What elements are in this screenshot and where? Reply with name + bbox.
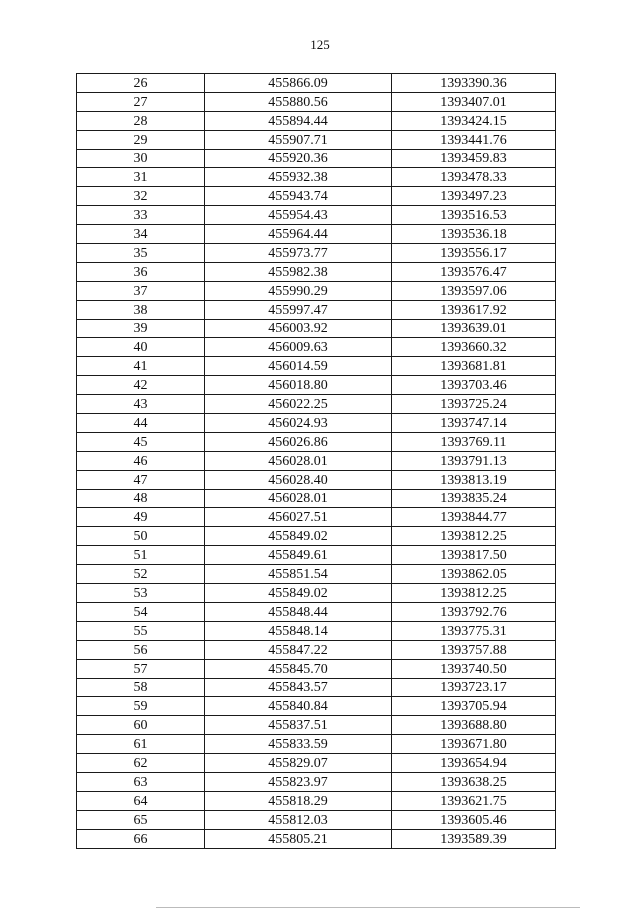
table-row [77,810,556,829]
table-row [77,621,556,640]
point-number-cell: 57 [77,659,205,678]
y-coordinate-cell: 1393407.01 [392,92,556,111]
x-coordinate-cell: 455812.03 [205,810,392,829]
point-number-cell: 27 [77,92,205,111]
table-row [77,300,556,319]
x-coordinate-cell: 455849.61 [205,546,392,565]
table-row [77,451,556,470]
table-row [77,395,556,414]
bottom-scan-line [156,907,580,908]
y-coordinate-cell: 1393817.50 [392,546,556,565]
table-row [77,546,556,565]
y-coordinate-cell: 1393791.13 [392,451,556,470]
y-coordinate-cell: 1393844.77 [392,508,556,527]
y-coordinate-cell: 1393792.76 [392,602,556,621]
y-coordinate-cell: 1393621.75 [392,791,556,810]
y-coordinate-cell: 1393812.25 [392,584,556,603]
y-coordinate-cell: 1393536.18 [392,225,556,244]
y-coordinate-cell: 1393638.25 [392,772,556,791]
y-coordinate-cell: 1393862.05 [392,565,556,584]
table-row [77,281,556,300]
x-coordinate-cell: 455851.54 [205,565,392,584]
x-coordinate-cell: 455845.70 [205,659,392,678]
table-row [77,754,556,773]
y-coordinate-cell: 1393757.88 [392,640,556,659]
table-row [77,92,556,111]
y-coordinate-cell: 1393725.24 [392,395,556,414]
x-coordinate-cell: 455843.57 [205,678,392,697]
x-coordinate-cell: 455833.59 [205,735,392,754]
x-coordinate-cell: 456028.01 [205,451,392,470]
table-row [77,432,556,451]
y-coordinate-cell: 1393459.83 [392,149,556,168]
x-coordinate-cell: 455805.21 [205,829,392,848]
x-coordinate-cell: 455997.47 [205,300,392,319]
y-coordinate-cell: 1393660.32 [392,338,556,357]
point-number-cell: 47 [77,470,205,489]
x-coordinate-cell: 455837.51 [205,716,392,735]
point-number-cell: 49 [77,508,205,527]
table-row [77,697,556,716]
point-number-cell: 52 [77,565,205,584]
point-number-cell: 54 [77,602,205,621]
x-coordinate-cell: 455973.77 [205,244,392,263]
point-number-cell: 46 [77,451,205,470]
page-number: 125 [310,37,330,52]
table-row [77,206,556,225]
x-coordinate-cell: 455990.29 [205,281,392,300]
table-row [77,74,556,93]
x-coordinate-cell: 455880.56 [205,92,392,111]
x-coordinate-cell: 455849.02 [205,527,392,546]
y-coordinate-cell: 1393769.11 [392,432,556,451]
table-row [77,130,556,149]
x-coordinate-cell: 455920.36 [205,149,392,168]
x-coordinate-cell: 455829.07 [205,754,392,773]
x-coordinate-cell: 456028.40 [205,470,392,489]
x-coordinate-cell: 456024.93 [205,414,392,433]
x-coordinate-cell: 455840.84 [205,697,392,716]
point-number-cell: 28 [77,111,205,130]
x-coordinate-cell: 455943.74 [205,187,392,206]
y-coordinate-cell: 1393703.46 [392,376,556,395]
y-coordinate-cell: 1393671.80 [392,735,556,754]
x-coordinate-cell: 456027.51 [205,508,392,527]
point-number-cell: 59 [77,697,205,716]
point-number-cell: 36 [77,262,205,281]
table-row [77,225,556,244]
y-coordinate-cell: 1393835.24 [392,489,556,508]
table-row [77,414,556,433]
x-coordinate-cell: 455848.44 [205,602,392,621]
table-row [77,111,556,130]
point-number-cell: 38 [77,300,205,319]
point-number-cell: 51 [77,546,205,565]
table-row [77,376,556,395]
point-number-cell: 41 [77,357,205,376]
point-number-cell: 45 [77,432,205,451]
table-row [77,829,556,848]
coordinates-table-body [77,74,556,849]
table-row [77,678,556,697]
table-row [77,149,556,168]
y-coordinate-cell: 1393740.50 [392,659,556,678]
table-row [77,319,556,338]
y-coordinate-cell: 1393390.36 [392,74,556,93]
table-row [77,357,556,376]
point-number-cell: 34 [77,225,205,244]
point-number-cell: 29 [77,130,205,149]
table-row [77,584,556,603]
x-coordinate-cell: 456018.80 [205,376,392,395]
x-coordinate-cell: 455964.44 [205,225,392,244]
x-coordinate-cell: 455982.38 [205,262,392,281]
x-coordinate-cell: 455907.71 [205,130,392,149]
y-coordinate-cell: 1393424.15 [392,111,556,130]
y-coordinate-cell: 1393497.23 [392,187,556,206]
table-row [77,262,556,281]
point-number-cell: 40 [77,338,205,357]
point-number-cell: 50 [77,527,205,546]
table-row [77,338,556,357]
y-coordinate-cell: 1393639.01 [392,319,556,338]
x-coordinate-cell: 456003.92 [205,319,392,338]
table-row [77,791,556,810]
point-number-cell: 60 [77,716,205,735]
x-coordinate-cell: 456028.01 [205,489,392,508]
y-coordinate-cell: 1393654.94 [392,754,556,773]
y-coordinate-cell: 1393747.14 [392,414,556,433]
y-coordinate-cell: 1393617.92 [392,300,556,319]
point-number-cell: 61 [77,735,205,754]
point-number-cell: 32 [77,187,205,206]
coordinates-table [76,73,556,849]
table-row [77,470,556,489]
point-number-cell: 62 [77,754,205,773]
table-row [77,772,556,791]
x-coordinate-cell: 455954.43 [205,206,392,225]
point-number-cell: 43 [77,395,205,414]
x-coordinate-cell: 455823.97 [205,772,392,791]
y-coordinate-cell: 1393688.80 [392,716,556,735]
x-coordinate-cell: 455849.02 [205,584,392,603]
point-number-cell: 33 [77,206,205,225]
y-coordinate-cell: 1393681.81 [392,357,556,376]
y-coordinate-cell: 1393812.25 [392,527,556,546]
table-row [77,565,556,584]
x-coordinate-cell: 455932.38 [205,168,392,187]
point-number-cell: 66 [77,829,205,848]
point-number-cell: 30 [77,149,205,168]
table-row [77,735,556,754]
y-coordinate-cell: 1393589.39 [392,829,556,848]
y-coordinate-cell: 1393516.53 [392,206,556,225]
y-coordinate-cell: 1393775.31 [392,621,556,640]
x-coordinate-cell: 456009.63 [205,338,392,357]
table-row [77,602,556,621]
y-coordinate-cell: 1393813.19 [392,470,556,489]
table-row [77,527,556,546]
y-coordinate-cell: 1393576.47 [392,262,556,281]
table-row [77,640,556,659]
point-number-cell: 64 [77,791,205,810]
point-number-cell: 31 [77,168,205,187]
y-coordinate-cell: 1393705.94 [392,697,556,716]
point-number-cell: 42 [77,376,205,395]
point-number-cell: 35 [77,244,205,263]
point-number-cell: 58 [77,678,205,697]
table-row [77,716,556,735]
point-number-cell: 53 [77,584,205,603]
x-coordinate-cell: 455847.22 [205,640,392,659]
table-row [77,489,556,508]
x-coordinate-cell: 456014.59 [205,357,392,376]
y-coordinate-cell: 1393478.33 [392,168,556,187]
y-coordinate-cell: 1393556.17 [392,244,556,263]
table-row [77,244,556,263]
y-coordinate-cell: 1393441.76 [392,130,556,149]
x-coordinate-cell: 455894.44 [205,111,392,130]
point-number-cell: 48 [77,489,205,508]
point-number-cell: 37 [77,281,205,300]
point-number-cell: 65 [77,810,205,829]
x-coordinate-cell: 455848.14 [205,621,392,640]
y-coordinate-cell: 1393597.06 [392,281,556,300]
point-number-cell: 44 [77,414,205,433]
table-row [77,168,556,187]
point-number-cell: 55 [77,621,205,640]
table-row [77,187,556,206]
y-coordinate-cell: 1393605.46 [392,810,556,829]
x-coordinate-cell: 456026.86 [205,432,392,451]
point-number-cell: 56 [77,640,205,659]
x-coordinate-cell: 455818.29 [205,791,392,810]
y-coordinate-cell: 1393723.17 [392,678,556,697]
table-row [77,508,556,527]
point-number-cell: 39 [77,319,205,338]
table-row [77,659,556,678]
point-number-cell: 26 [77,74,205,93]
point-number-cell: 63 [77,772,205,791]
x-coordinate-cell: 456022.25 [205,395,392,414]
x-coordinate-cell: 455866.09 [205,74,392,93]
